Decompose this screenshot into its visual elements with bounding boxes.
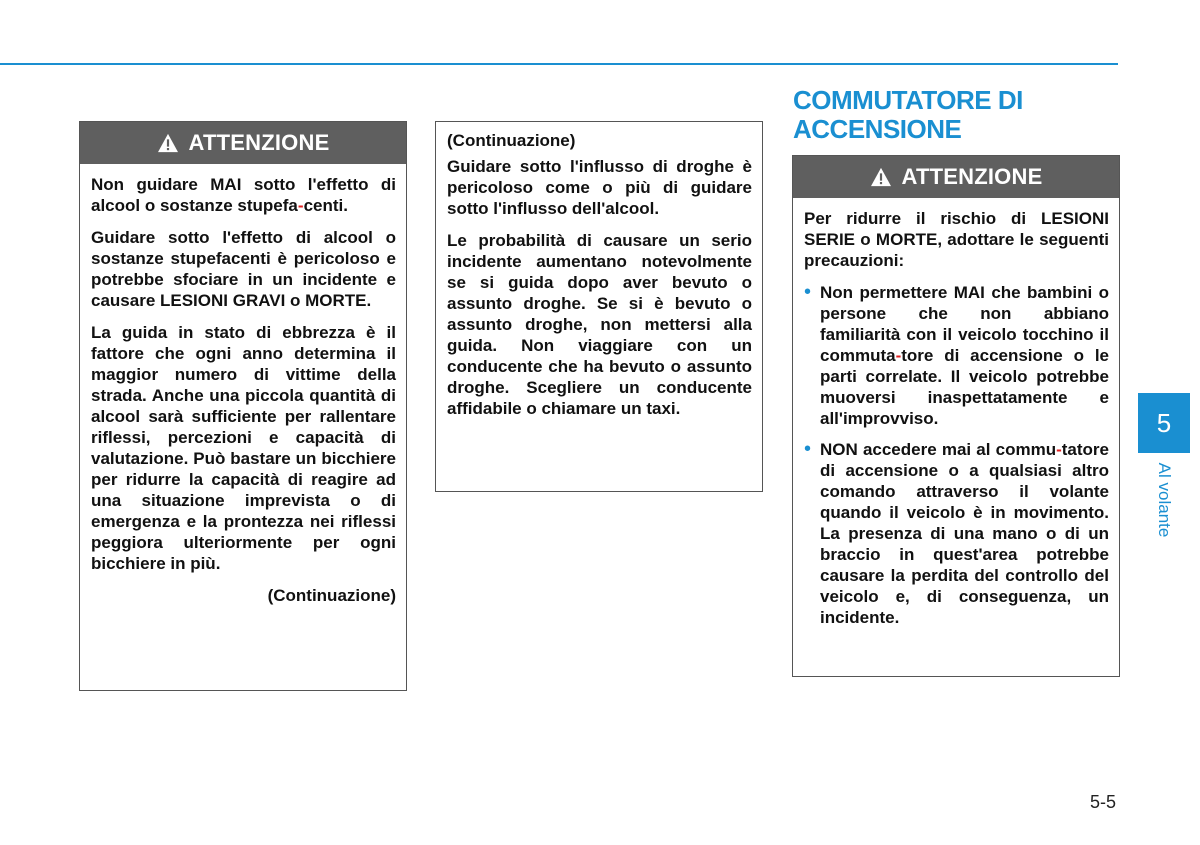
warning-paragraph: Guidare sotto l'effetto di alcool o sostanze stupefacenti è pericoloso e potrebbe sfociare in un incidente e causare LESIONI GRAVI o MORTE. [91,228,396,310]
warning-triangle-icon [870,167,892,187]
warning-box-continued [435,121,763,492]
continued-label: (Continuazione) [267,586,396,605]
warning-paragraph: Guidare sotto l'influsso di droghe è pericoloso come o più di guidare sotto l'influsso dell'alcool. [447,157,752,218]
chapter-tab[interactable]: 5 [1138,393,1190,453]
paragraph-text: tore di accensione o le parti correlate. Il veicolo potrebbe muoversi inaspettatamente e all'improvviso. [820,346,1109,428]
warning-box-alcohol [79,121,407,691]
hyphen: - [297,196,304,215]
paragraph-text: Non permettere MAI che bambini o persone che non abbiano familiarità con il veicolo tocchino il commuta [820,283,1109,365]
bullet-dot: • [804,438,812,460]
warning-paragraph: La guida in stato di ebbrezza è il fattore che ogni anno determina il maggior numero di vittime della strada. Anche una piccola quantità di alcool sarà sufficiente per rallentare riflessi, percezioni e capacità di valutazione. Può bastare un bicchiere per ridurre la capacità di reagire ad una situazione imprevista o di emergenza e la prontezza nei riflessi peggiora ulteriormente per ogni bicchiere in più. [91,323,396,573]
warning-header [793,156,1119,198]
hyphen: - [1056,440,1062,459]
bullet-text [820,282,1109,429]
hyphen: - [895,346,902,365]
paragraph-text: NON accedere mai al commu [820,440,1057,459]
paragraph-text: Non guidare MAI sotto l'effetto di alcool o sostanze stupefa [91,175,396,215]
warning-intro: Per ridurre il rischio di LESIONI SERIE o MORTE, adottare le seguenti precauzioni: [804,209,1109,270]
bullet-item [804,439,1109,628]
bullet-text [820,439,1109,628]
warning-body [436,122,762,436]
continued-heading: (Continuazione) [447,131,576,150]
warning-header [80,122,406,164]
page-number: 5-5 [1089,792,1116,812]
top-rule [0,63,1118,65]
warning-triangle-icon [157,133,179,153]
warning-header-label: ATTENZIONE [901,164,1043,189]
chapter-label: Al volante [1155,462,1174,538]
warning-body [80,164,406,612]
warning-header-label: ATTENZIONE [188,130,330,155]
warning-paragraph: Le probabilità di causare un serio incidente aumentano notevolmente se si guida dopo aver bevuto o assunto droghe. Se si è bevuto o assunto droghe, non mettersi alla guida. Non viaggiare con un conducente che ha bevuto o assunto droghe. Scegliere un conducente affidabile o chiamare un taxi. [447,231,752,418]
paragraph-text: centi. [303,196,348,215]
warning-box-ignition [792,155,1120,677]
section-title: COMMUTATORE DI ACCENSIONE [793,85,1023,144]
warning-body [793,198,1119,644]
warning-paragraph [91,174,396,216]
bullet-dot: • [804,281,812,303]
bullet-item [804,282,1109,429]
paragraph-text: tatore di accensione o a qualsiasi altro comando attraverso il volante quando il veicolo è in movimento. La presenza di una mano o di un braccio in quest'area potrebbe causare la perdita del controllo del veicolo e, di conseguenza, un incidente. [820,440,1109,627]
